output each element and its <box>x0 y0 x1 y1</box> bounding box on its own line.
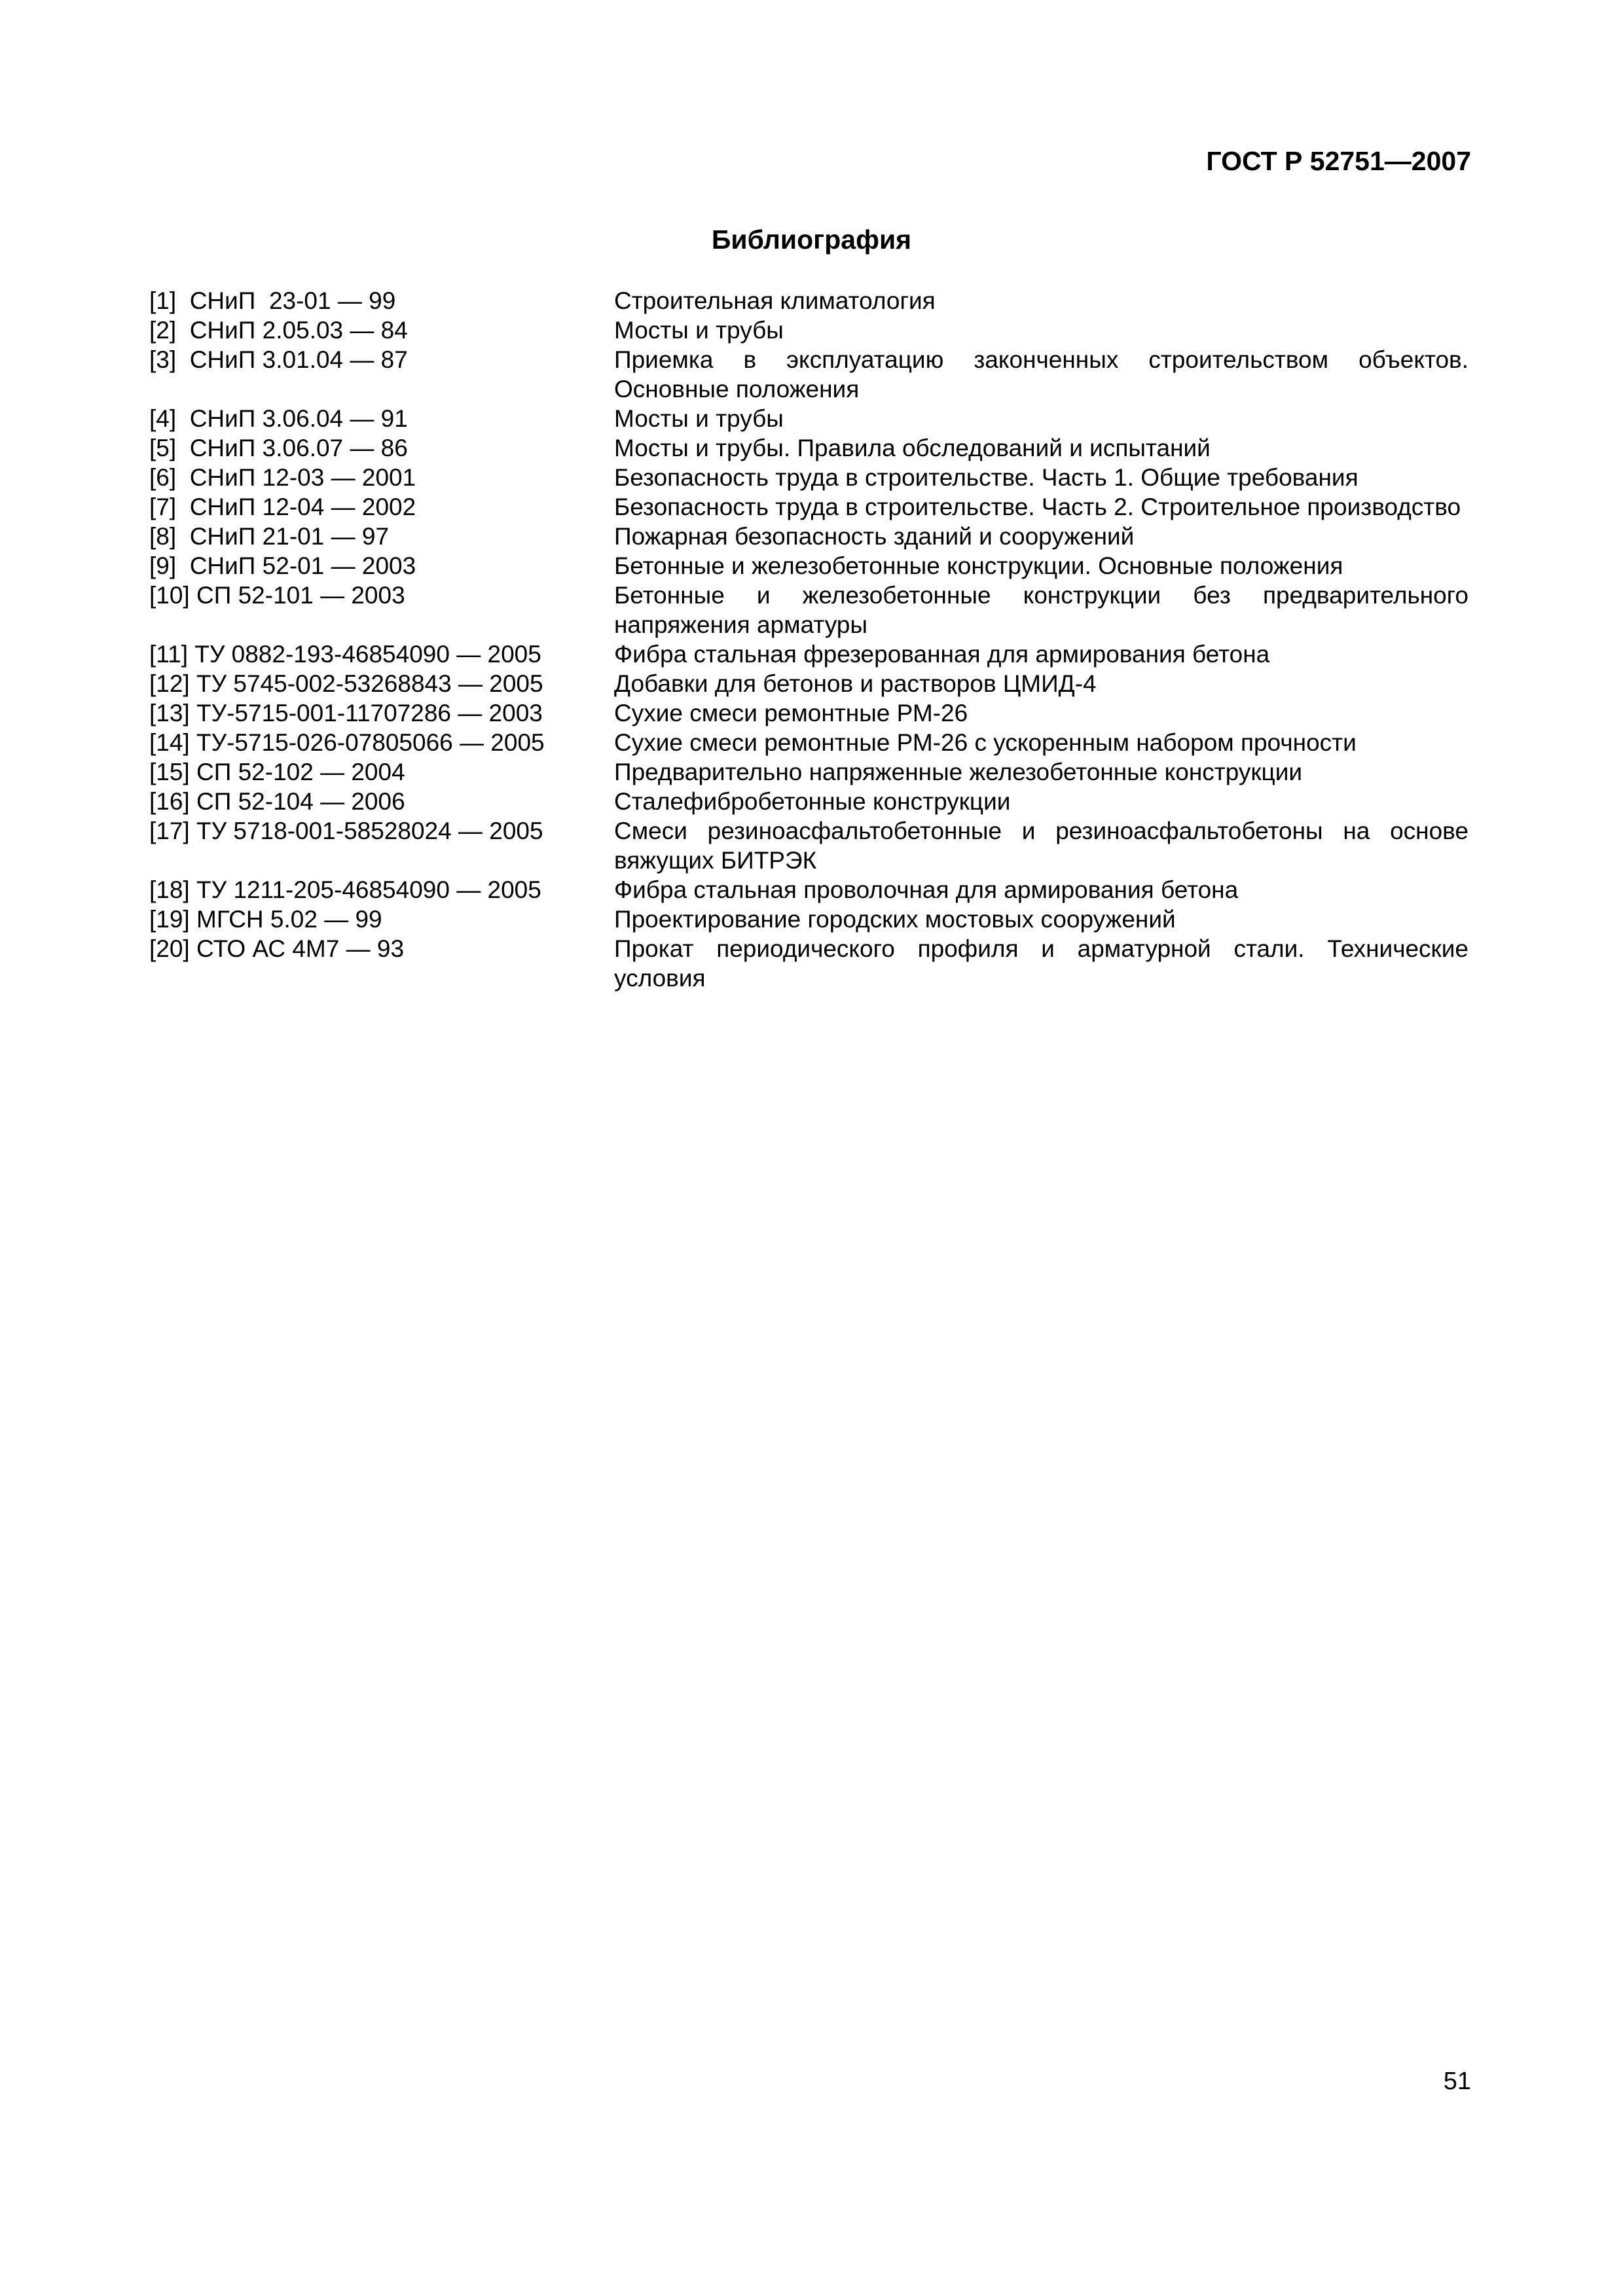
bibliography-list <box>149 286 1468 993</box>
bibliography-entry <box>149 315 1468 345</box>
entry-description: Прокат периодического профиля и арматурной стали. Технические условия <box>614 935 1468 992</box>
entry-reference: [2] СНиП 2.05.03 — 84 <box>149 317 408 344</box>
bibliography-entry <box>149 816 1468 875</box>
entry-description: Бетонные и железобетонные конструкции. Основные положения <box>614 552 1343 579</box>
entry-reference: [15] СП 52-102 — 2004 <box>149 759 405 785</box>
entry-description: Фибра стальная проволочная для армирования бетона <box>614 876 1239 903</box>
bibliography-entry <box>149 905 1468 934</box>
entry-reference: [3] СНиП 3.01.04 — 87 <box>149 346 408 373</box>
entry-description: Безопасность труда в строительстве. Часть 2. Строительное производство <box>614 493 1461 520</box>
entry-reference: [19] МГСН 5.02 — 99 <box>149 906 382 933</box>
entry-description: Смеси резиноасфальтобетонные и резиноасфальтобетоны на основе вяжущих БИТРЭК <box>614 817 1468 874</box>
entry-description: Бетонные и железобетонные конструкции без предварительного напряжения арматуры <box>614 582 1468 638</box>
entry-description: Сухие смеси ремонтные РМ-26 с ускоренным набором прочности <box>614 729 1357 756</box>
entry-reference: [11] ТУ 0882-193-46854090 — 2005 <box>149 641 541 668</box>
entry-reference: [6] СНиП 12-03 — 2001 <box>149 464 416 491</box>
entry-reference: [8] СНиП 21-01 — 97 <box>149 523 390 550</box>
bibliography-entry <box>149 551 1468 581</box>
entry-description: Фибра стальная фрезерованная для армирования бетона <box>614 641 1270 668</box>
entry-reference: [5] СНиП 3.06.07 — 86 <box>149 435 408 461</box>
entry-description: Мосты и трубы. Правила обследований и испытаний <box>614 435 1211 461</box>
entry-description: Пожарная безопасность зданий и сооружений <box>614 523 1135 550</box>
entry-reference: [1] СНиП 23-01 — 99 <box>149 287 396 314</box>
bibliography-entry <box>149 463 1468 492</box>
entry-description: Мосты и трубы <box>614 405 784 432</box>
bibliography-entry <box>149 934 1468 993</box>
entry-reference: [9] СНиП 52-01 — 2003 <box>149 552 416 579</box>
entry-description: Безопасность труда в строительстве. Часть 1. Общие требования <box>614 464 1359 491</box>
bibliography-entry <box>149 698 1468 728</box>
bibliography-title: Библиография <box>711 224 912 255</box>
entry-reference: [18] ТУ 1211-205-46854090 — 2005 <box>149 876 541 903</box>
entry-description: Предварительно напряженные железобетонные конструкции <box>614 759 1303 785</box>
entry-description: Приемка в эксплуатацию законченных строительством объектов. Основные положения <box>614 346 1468 403</box>
entry-reference: [7] СНиП 12-04 — 2002 <box>149 493 416 520</box>
bibliography-entry <box>149 522 1468 551</box>
entry-description: Сухие смеси ремонтные РМ-26 <box>614 700 968 726</box>
entry-reference: [14] ТУ-5715-026-07805066 — 2005 <box>149 729 545 756</box>
entry-reference: [16] СП 52-104 — 2006 <box>149 788 405 815</box>
entry-reference: [10] СП 52-101 — 2003 <box>149 582 405 609</box>
bibliography-entry <box>149 757 1468 787</box>
bibliography-entry <box>149 345 1468 404</box>
bibliography-entry <box>149 875 1468 905</box>
document-code: ГОСТ Р 52751—2007 <box>1206 146 1471 176</box>
bibliography-entry <box>149 669 1468 698</box>
bibliography-entry <box>149 286 1468 315</box>
page-number: 51 <box>1443 2068 1471 2095</box>
entry-description: Строительная климатология <box>614 287 936 314</box>
bibliography-entry <box>149 492 1468 522</box>
entry-description: Мосты и трубы <box>614 317 784 344</box>
entry-reference: [13] ТУ-5715-001-11707286 — 2003 <box>149 700 543 726</box>
entry-reference: [4] СНиП 3.06.04 — 91 <box>149 405 408 432</box>
entry-description: Проектирование городских мостовых сооружений <box>614 906 1176 933</box>
entry-description: Добавки для бетонов и растворов ЦМИД-4 <box>614 670 1097 697</box>
bibliography-entry <box>149 404 1468 433</box>
bibliography-entry <box>149 787 1468 816</box>
bibliography-entry <box>149 639 1468 669</box>
entry-reference: [20] СТО АС 4М7 — 93 <box>149 935 405 962</box>
bibliography-entry <box>149 581 1468 639</box>
entry-reference: [17] ТУ 5718-001-58528024 — 2005 <box>149 817 543 844</box>
bibliography-entry <box>149 433 1468 463</box>
bibliography-entry <box>149 728 1468 757</box>
entry-description: Сталефибробетонные конструкции <box>614 788 1011 815</box>
entry-reference: [12] ТУ 5745-002-53268843 — 2005 <box>149 670 543 697</box>
